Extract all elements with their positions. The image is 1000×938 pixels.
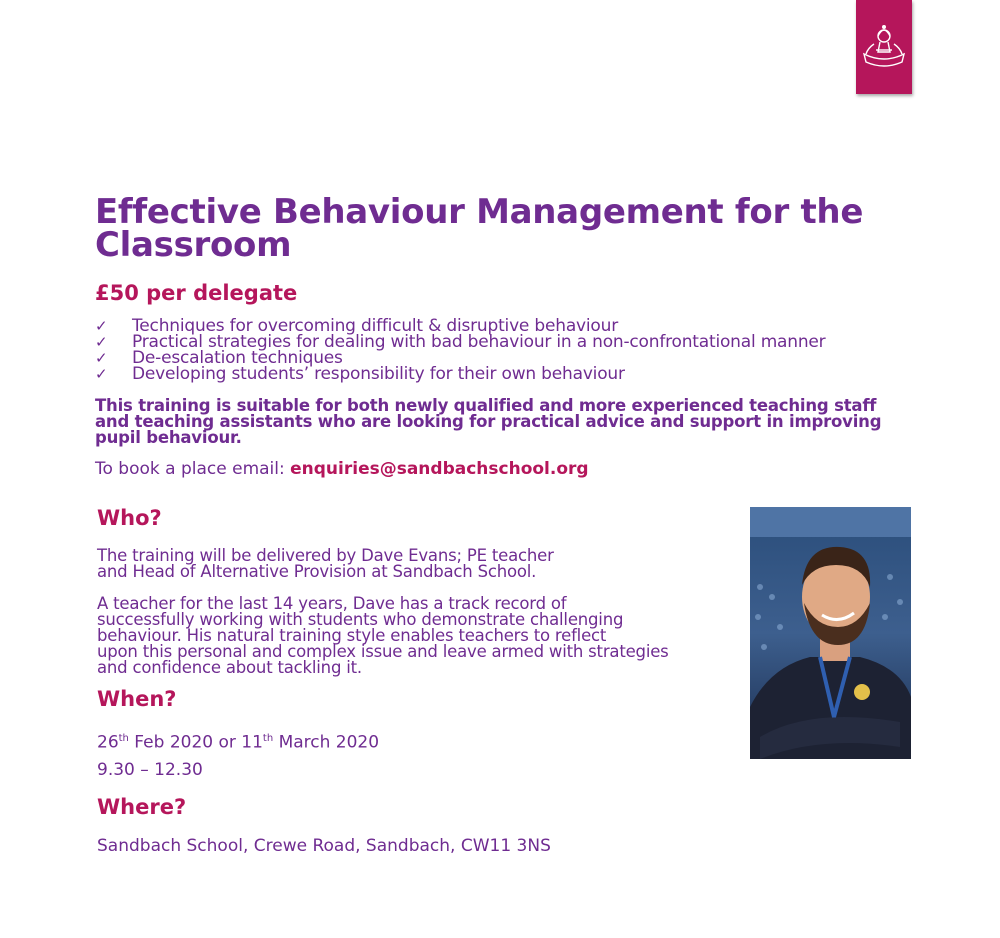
text-line: The training will be delivered by Dave Evans; PE teacher xyxy=(97,546,554,565)
list-item-text: De-escalation techniques xyxy=(132,348,343,368)
booking-label: To book a place email: xyxy=(95,459,285,479)
list-item-text: Developing students’ responsibility for their own behaviour xyxy=(132,364,625,384)
date-suffix: th xyxy=(118,733,129,744)
event-time: 9.30 – 12.30 xyxy=(97,760,203,780)
text-line: and confidence about tackling it. xyxy=(97,658,362,677)
text-line: behaviour. His natural training style enables teachers to reflect xyxy=(97,626,607,645)
checkmark-icon: ✓ xyxy=(95,365,108,383)
price-per-delegate: £50 per delegate xyxy=(95,281,298,305)
list-item xyxy=(95,366,915,382)
benefits-list xyxy=(95,318,915,382)
text-line: upon this personal and complex issue and leave armed with strategies xyxy=(97,642,669,661)
trainer-intro xyxy=(97,548,737,580)
school-crest-icon xyxy=(856,0,912,94)
text-line: A teacher for the last 14 years, Dave has a track record of xyxy=(97,594,567,613)
booking-line xyxy=(95,458,589,480)
trainer-photo-illustration xyxy=(750,507,911,759)
booking-email-link[interactable]: enquiries@sandbachschool.org xyxy=(290,459,589,479)
when-heading: When? xyxy=(97,687,177,711)
checkmark-icon: ✓ xyxy=(95,317,108,335)
who-heading: Who? xyxy=(97,506,162,530)
where-heading: Where? xyxy=(97,795,187,819)
date-text: March 2020 xyxy=(273,732,380,753)
checkmark-icon: ✓ xyxy=(95,349,108,367)
list-item-text: Techniques for overcoming difficult & disruptive behaviour xyxy=(132,316,618,336)
event-dates xyxy=(97,728,379,754)
school-logo xyxy=(856,0,912,94)
event-address: Sandbach School, Crewe Road, Sandbach, CW11 3NS xyxy=(97,836,551,856)
checkmark-icon: ✓ xyxy=(95,333,108,351)
date-text: Feb 2020 or 11 xyxy=(128,732,263,753)
trainer-bio xyxy=(97,596,737,676)
page-title: Effective Behaviour Management for the Classroom xyxy=(95,192,864,265)
date-suffix: th xyxy=(262,733,274,744)
audience-statement: This training is suitable for both newly qualified and more experienced teaching staff and teaching assistants who are looking for practical advice and support in improving pupil behaviour. xyxy=(95,396,882,447)
list-item-text: Practical strategies for dealing with bad behaviour in a non-confrontational manner xyxy=(132,332,826,352)
text-line: and Head of Alternative Provision at Sandbach School. xyxy=(97,562,537,581)
date-day: 26 xyxy=(97,732,119,753)
text-line: successfully working with students who demonstrate challenging xyxy=(97,610,624,629)
trainer-photo xyxy=(750,507,911,759)
